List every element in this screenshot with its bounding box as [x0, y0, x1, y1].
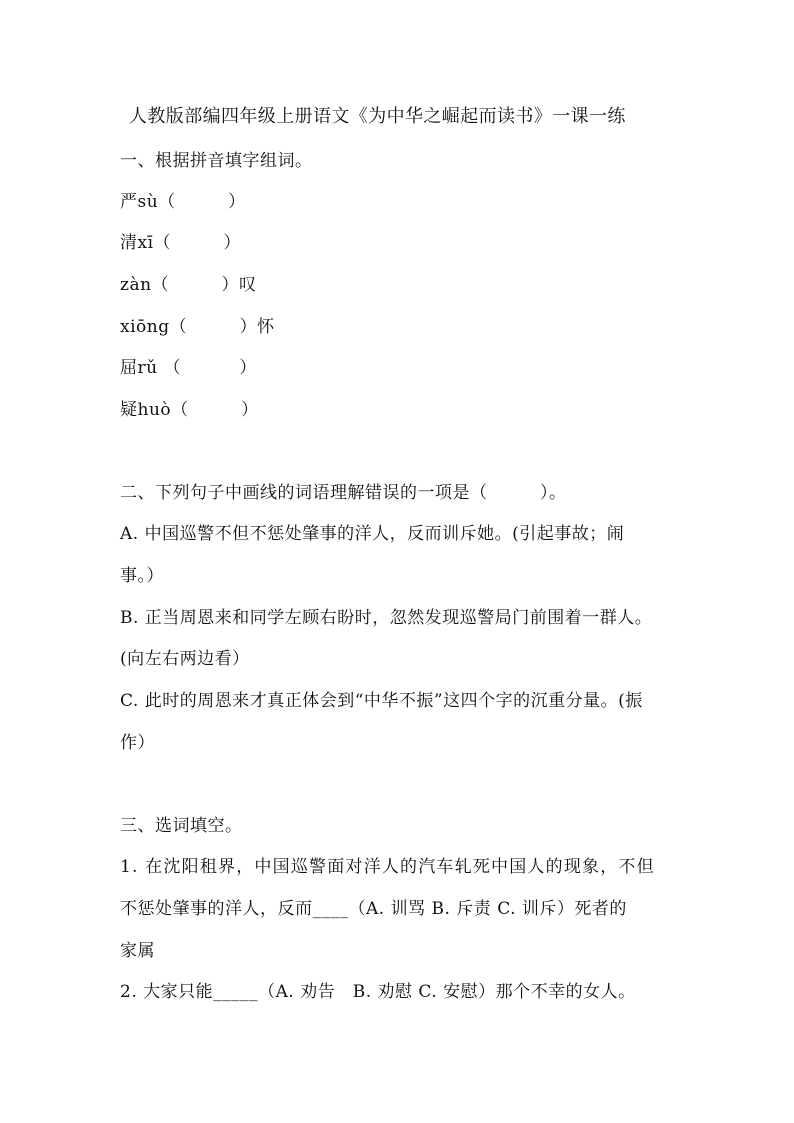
- pinyin-item-4: xiōng（ ）怀: [120, 317, 275, 337]
- question-1-line-1: 1. 在沈阳租界，中国巡警面对洋人的汽车轧死中国人的现象，不但: [120, 857, 655, 877]
- pinyin-item-6: 疑huò（ ）: [120, 400, 259, 420]
- question-2-line-1: 2. 大家只能_____（A. 劝告 B. 劝慰 C. 安慰）那个不幸的女人。: [120, 982, 636, 1002]
- option-a-line-1: A. 中国巡警不但不惩处肇事的洋人，反而训斥她。(引起事故；闹: [120, 524, 625, 544]
- section-3-heading: 三、选词填空。: [120, 816, 243, 836]
- option-a-line-2: 事。）: [120, 566, 164, 586]
- option-c-line-2: 作）: [120, 733, 155, 753]
- pinyin-item-1: 严sù（ ）: [120, 192, 246, 212]
- option-c-line-1: C. 此时的周恩来才真正体会到“中华不振”这四个字的沉重分量。(振: [120, 691, 643, 711]
- option-b-line-1: B. 正当周恩来和同学左顾右盼时，忽然发现巡警局门前围着一群人。: [120, 608, 653, 628]
- section-2-heading: 二、下列句子中画线的词语理解错误的一项是（ ）。: [120, 483, 567, 503]
- question-1-line-2: 不惩处肇事的洋人，反而____（A. 训骂 B. 斥责 C. 训斥）死者的: [120, 899, 627, 919]
- question-1-line-3: 家属: [120, 941, 155, 961]
- section-1-heading: 一、根据拼音填字组词。: [120, 151, 313, 171]
- option-b-line-2: (向左右两边看）: [120, 649, 250, 669]
- pinyin-item-2: 清xī（ ）: [120, 233, 242, 253]
- pinyin-item-3: zàn（ ）叹: [120, 275, 257, 295]
- document-title: 人教版部编四年级上册语文《为中华之崛起而读书》一课一练: [129, 106, 626, 127]
- pinyin-item-5: 屈rǔ （ ）: [120, 358, 257, 378]
